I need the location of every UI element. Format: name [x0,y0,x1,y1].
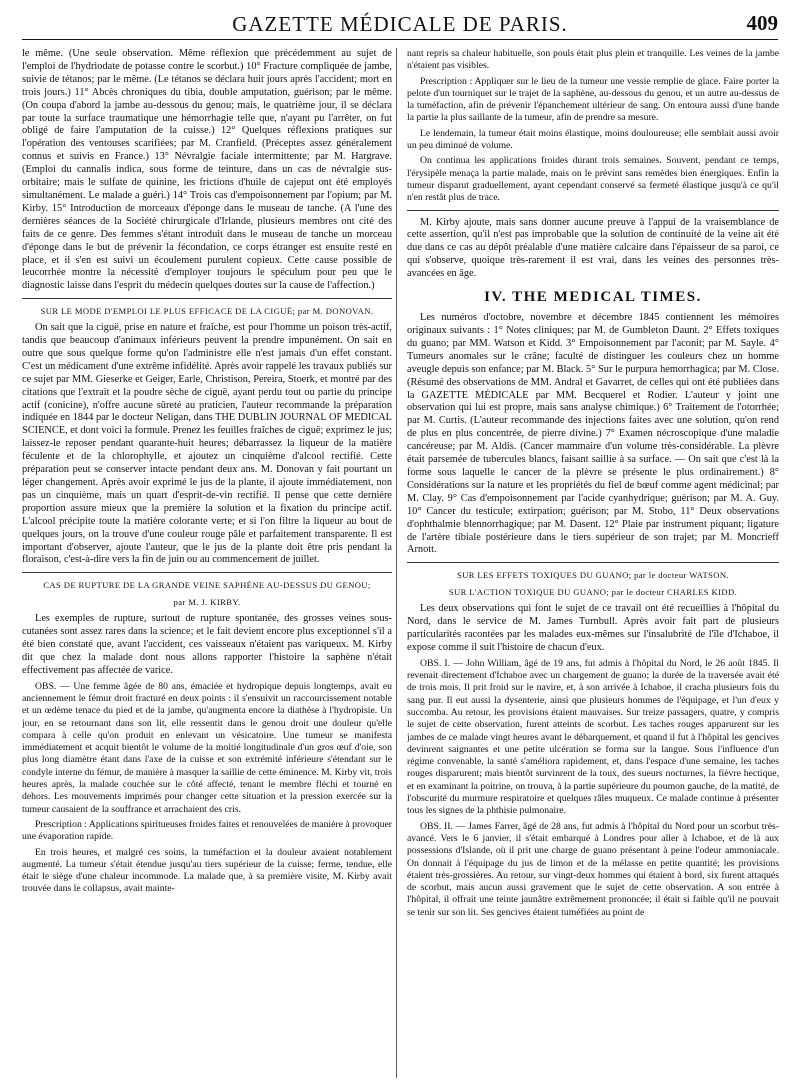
prescription-paragraph: Prescription : Appliquer sur le lieu de la tumeur une vessie remplie de glace. Faire porter la pelote d'un tourniquet sur le trajet de la saphène, au-dessous du genou, et un autre au-dessus de la tuméfaction, afin de prévenir l'épanchement ultérieur de sang. On entoura aussi d'une bande la partie la plus saillante de la tumeur, afin de prendre sa mesure. [407,75,779,124]
paragraph: le même. (Une seule observation. Même réflexion que précédemment au sujet de l'emploi de l'hydriodate de potasse contre le scorbut.) 10° Fracture compliquée de jambe, suivie de tétanos; par le même. (Le tétanos se déclara huit jours après l'accident; mort en trois jours.) 11° Abcès chroniques du tibia, double amputation, guérison; par le même. (On coupa d'abord la jambe au-dessous du genou; mais, le quatrième jour, il se déclara par toute la surface traumatique une hémorrhagie telle que, n'ayant pu l'arrêter, on fut obligé de faire l'amputation de la cuisse.) 12° Quelques réflexions pratiques sur l'opération des ventouses scarifiées; par M. Cranfield. (Préceptes assez généralement connus et suivis en France.) 13° Névralgie faciale intermittente; par M. Hargrave. (Emploi du cannalis indica, sous forme de teinture, dans un cas de névralgie sus-orbitaire; mais le sulfate de quinine, les frictions d'huile de cajeput ont été employés simultanément. Le malade a guéri.) 14° Trois cas d'empoisonnement par l'opium; par M. Kirby. 15° Introduction de morceaux d'éponge dans le museau de tanche. (A l'une des dernières séances de la Société chirurgicale d'Irlande, plusieurs membres ont cité des faits de ce genre. Des femmes s'étant introduit dans le museau de tanche un morceau d'éponge dans le but de prévenir la fécondation, ce corps étranger est ensuite resté en place, et il s'en est suivi un écoulement purulent copieux. Cette cause possible de leucorrhée montre la nécessité d'employer toujours le spéculum pour peu que le diagnostic laisse dans l'esprit du médecin quelques doutes sur la cause de l'affection.) [22,48,392,292]
column-divider [396,48,397,1078]
paragraph: nant repris sa chaleur habituelle, son pouls était plus plein et tranquille. Les veines de la jambe n'étaient pas visibles. [407,48,779,72]
paragraph: M. Kirby ajoute, mais sans donner aucune preuve à l'appui de la vraisemblance de cette assertion, qu'il n'est pas improbable que la solution de continuité de la veine ait été due dans ce cas au dépôt préalable d'une matière calcaire dans l'épaisseur de sa paroi, ce qui s'observe, quoique très-rarement il est vrai, dans les veines des personnes très-avancées en âge. [407,216,779,280]
section-rule [22,298,392,299]
paragraph: Les exemples de rupture, surtout de rupture spontanée, des grosses veines sous-cutanées sont assez rares dans la science; et le fait devient encore plus exceptionnel s'il a été bien constaté que, avant l'accident, ces vaisseaux n'étaient pas variqueux. M. Kirby dit que chez la malade dont nous allons rapporter l'histoire la saphène n'était effectivement pas affectée de varice. [22,613,392,676]
paragraph: Les deux observations qui font le sujet de ce travail ont été recueillies à l'hôpital du Nord, dans le service de M. James Turnbull. Après avoir fait part de plusieurs particularités racontées par les malades eux-mêmes sur l'insalubrité de l'île d'Ichaboe, il expose comme il suit l'histoire de chacun d'eux. [407,603,779,653]
page-header [22,8,778,38]
header-rule [22,39,778,40]
section-rule [22,572,392,573]
observation-paragraph: OBS. I. — John William, âgé de 19 ans, fut admis à l'hôpital du Nord, le 26 août 1845. Il revenait directement d'Ichaboe avec un chargement de guano; la durée de la traversée avait été de trois mois. Il prit froid sur le navire, et, à son arrivée à Ichaboe, il cracha plusieurs fois du sang pur. Il eut aussi la dysenterie, ainsi que plusieurs hommes de l'équipage, et l'un d'eux y succomba. Au retour, les provisions étaient mauvaises. Sur treize passagers, quatre, y compris le sujet de cette observation, furent atteints de scorbut. Les taches rouges apparurent sur les jambes de ce malade vingt heures avant le débarquement, et quand il fut à l'hôpital les gencives devinrent saignantes et une petite ulcération se forma sur la langue. Sous l'influence d'un régime convenable, la santé s'améliora rapidement, et, dans l'espace d'une semaine, les taches rouges disparurent; mais bientôt survinrent de la toux, des sueurs nocturnes, la fièvre hectique, et en examinant la poitrine, on trouva, à la partie supérieure du poumon gauche, de la matité, de l'obscurité du murmure respiratoire et quelques râles muqueux. Ce malade continue à présenter tous les signes de la phthisie pulmonaire. [407,657,779,817]
left-column [22,48,392,1078]
journal-title: GAZETTE MÉDICALE DE PARIS. [232,12,568,36]
section-heading: IV. THE MEDICAL TIMES. [484,289,702,306]
right-column [407,48,779,1078]
observation-paragraph: OBS. II. — James Farrer, âgé de 28 ans, fut admis à l'hôpital du Nord pour un scorbut très-avancé. Vers le 6 janvier, il s'était embarqué à Londres pour aller à Ichaboe, et de là aux possessions d'Islande, où il prit une charge de guano présentant à peine l'odeur ammoniacale. On donnait à l'équipage du jus de limon et de la mélasse en petite quantité; les provisions étaient très-grossières. Au retour, sur vingt-deux hommes qui étaient à bord, six furent attaqués de scorbut, mais aucun aussi gravement que le sujet de cette observation. A son entrée à l'hôpital, il offrait une teinte jaunâtre extrêmement prononcée; il était si faible qu'il ne pouvait se tenir sur son lit. Ses gencives étaient tuméfiées au point de [407,820,779,918]
paragraph: On continua les applications froides durant trois semaines. Souvent, pendant ce temps, l'érysipèle menaça la partie malade, mais on le prévint sans remèdes bien énergiques. Enfin la tumeur disparut graduellement, ayant cependant conservé sa fermeté élastique jusqu'à ce qu'il n'en restât plus de trace. [407,155,779,204]
article-byline: par M. J. KIRBY. [173,597,241,608]
observation-paragraph: En trois heures, et malgré ces soins, la tuméfaction et la douleur avaient notablement augmenté. La tumeur s'était étendue jusqu'au tiers supérieur de la cuisse; ferme, tendue, elle était le siège d'une chaleur incommode. La malade que, à sa première visite, M. Kirby avait trouvée dans le collapsus, avait mainte- [22,846,392,895]
paragraph: On sait que la ciguë, prise en nature et fraîche, est pour l'homme un poison très-actif, tandis que beaucoup d'animaux inférieurs peuvent la prendre impunément. On sait en outre que sous quelque forme qu'on l'administre elle n'est jamais d'un effet constant. C'est un médicament d'une extrême infidélité. Après avoir rappelé les travaux publiés sur ce sujet par MM. Gieserke et Geiger, Earle, Christison, Pereira, Stoerk, et montré par des citations que l'extrait et la poudre sèche de ciguë, ayant perdu tout ou partie du principe actif (conicine), n'offre aucune sûreté au praticien, l'auteur recommande la préparation indiquée en 1844 par le docteur Neligan, dans THE DUBLIN JOURNAL OF MEDICAL SCIENCE, et dont voici la formule. Prenez les feuilles fraîches de ciguë; exprimez le jus; laissez-le reposer pendant quarante-huit heures; débarrassez la liqueur de la matière féculente et de la chlorophylle, et ajoutez un cinquième d'alcool rectifié. Cette préparation peut se conserver intacte pendant deux ans. M. Donovan y fait pourtant un léger changement. Après avoir exprimé le jus de la plante, il ajoute immédiatement, non pas un cinquième, mais un quart d'esprit-de-vin rectifié. Il pense que cette dernière proportion assure mieux que la première la solution et la fixation du principe actif. L'alcool précipite toute la matière colorante verte; et si l'on filtre la liqueur au bout de quelques jours, on la trouve d'une couleur rouge pâle et parfaitement transparente. Il est important d'observer, ajoute l'auteur, que le jus de la plante doit être pris pendant la floraison, c'est-à-dire vers la fin de juin ou au commencement de juillet. [22,322,392,566]
page-number: 409 [746,11,778,35]
paragraph: Le lendemain, la tumeur était moins élastique, moins douloureuse; elle semblait aussi avoir un peu diminué de volume. [407,127,779,152]
prescription-paragraph: Prescription : Applications spiritueuses froides faites et renouvelées de manière à provoquer une évaporation rapide. [22,818,392,843]
paragraph: Les numéros d'octobre, novembre et décembre 1845 contiennent les mémoires originaux suivants : 1° Notes cliniques; par M. de Gumbleton Daunt. 2° Effets toxiques du guano; par MM. Watson et Kidd. 3° Empoisonnement par l'aconit; par M. Sayle. 4° Tumeurs anomales sur le crâne; faculté de distinguer les couleurs chez un homme aveugle depuis son enfance; par M. Black. 5° Sur le purpura hemorrhagica; par M. Close. (Résumé des observations de MM. Andral et Gavarret, de celles qui ont été publiées dans la GAZETTE MÉDICALE par MM. Becquerel et Rodier. L'auteur y joint une observation qui lui est propre, mais sans analyse chimique.) 6° Traitement de l'otorrhée; par M. Curtis. (L'auteur recommande des injections faites avec une solution, qu'on rend de plus en plus concentrée, de pierre divine.) 7° Examen nécroscopique d'une maladie cancéreuse; par M. Aldis. (Cancer mammaire d'un volume très-considérable. La plèvre était parsemée de tubercules blancs, faisant saillie à sa surface. — On sait que c'est là la forme sous laquelle le cancer de la plèvre se présente le plus ordinairement.) 8° Considérations sur la nature et les propriétés du fiel de bœuf comme agent médicinal; par M. Clay. 9° Cas d'empoisonnement par l'acide cyanhydrique; guérison; par M. A. Guy. 10° Cancer du testicule; extirpation; guérison; par M. Stobo, 11° Deux observations d'ophthalmie blennorrhagique; par M. Dasent. 12° Plaie par instrument piquant; ligature de l'artère tibiale postérieure dans le tiers supérieur de son trajet; par M. Moncrieff Arnott. [407,312,779,556]
article-heading: SUR LES EFFETS TOXIQUES DU GUANO; par le docteur WATSON. [456,570,730,581]
section-rule [407,210,779,211]
section-rule [407,562,779,563]
observation-paragraph: OBS. — Une femme âgée de 80 ans, émaciée et hydropique depuis longtemps, avait eu anciennement le fémur droit fracturé en deux points : il s'ensuivit un raccourcissement notable et un œdème tenace du pied et de la jambe, qu'augmenta encore la diathèse à l'hydropisie. Un jour, en se retournant dans son lit, elle ressentit dans le genou droit une douleur qu'elle compara à celle qu'on produit en enlevant un vésicatoire. Une tumeur se manifesta immédiatement et acquit bientôt le volume de la moitié longitudinale d'un gros œuf d'oie, son plus long diamètre étant dans l'axe de la cuisse et son extrémité inférieure s'étendant sur le condyle interne du fémur, de manière à masquer la saillie de cette éminence. M. Kirby vit, trois heures après, la malade couchée sur le côté affecté, tenant le membre fléchi et tourné en dehors. Les mouvements imprimés pour changer cette situation et la pression exercée sur la tumeur causaient de la souffrance et arrachaient des cris. [22,680,392,815]
article-heading: SUR L'ACTION TOXIQUE DU GUANO; par le docteur CHARLES KIDD. [448,587,738,598]
article-heading: CAS DE RUPTURE DE LA GRANDE VEINE SAPHÈNE AU-DESSUS DU GENOU; [43,580,371,591]
article-heading: SUR LE MODE D'EMPLOI LE PLUS EFFICACE DE LA CIGUË; par M. DONOVAN. [40,306,374,317]
